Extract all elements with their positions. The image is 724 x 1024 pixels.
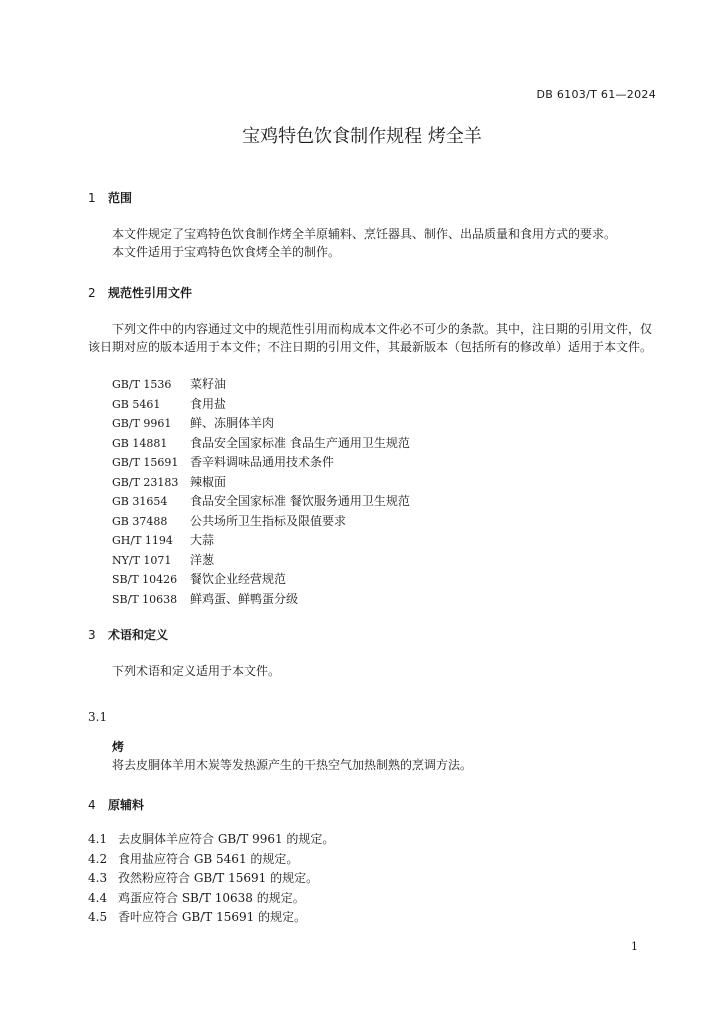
term-definition: 将去皮胴体羊用木炭等发热源产生的干热空气加热制熟的烹调方法。 (112, 758, 473, 772)
reference-code: GB 14881 (112, 436, 168, 450)
term: 烤 (112, 740, 125, 754)
reference-row (112, 492, 410, 512)
section-number: 2 (88, 286, 96, 300)
reference-code: GB/T 9961 (112, 417, 172, 430)
reference-row (112, 512, 410, 532)
reference-row (112, 590, 410, 610)
clause-text: 去皮胴体羊应符合 GB/T 9961 的规定。 (118, 832, 335, 846)
section-title: 术语和定义 (108, 628, 169, 642)
clause-number: 4.2 (88, 851, 108, 866)
reference-row (112, 395, 410, 415)
section-number: 3 (88, 628, 96, 642)
clause-row (88, 850, 334, 870)
section-3-intro: 下列术语和定义适用于本文件。 (112, 664, 281, 678)
section-3-heading (88, 626, 168, 643)
reference-name: 菜籽油 (190, 377, 227, 391)
clause-number: 4.5 (88, 910, 108, 924)
reference-code: GB/T 15691 (112, 456, 179, 469)
reference-name: 鲜、冻胴体羊肉 (190, 416, 275, 430)
reference-row (112, 453, 410, 473)
reference-code: GB 5461 (112, 397, 161, 411)
normative-reference-list (112, 375, 410, 609)
section-number: 4 (88, 798, 96, 812)
reference-name: 餐饮企业经营规范 (190, 572, 287, 586)
clause-text: 食用盐应符合 GB 5461 的规定。 (118, 851, 299, 866)
reference-row (112, 434, 410, 454)
reference-code: GB 31654 (112, 495, 168, 508)
document-title: 宝鸡特色饮食制作规程 烤全羊 (242, 126, 482, 147)
reference-row (112, 473, 410, 493)
reference-row (112, 570, 410, 590)
clause-text: 香叶应符合 GB/T 15691 的规定。 (118, 910, 307, 924)
reference-code: NY/T 1071 (112, 553, 172, 567)
reference-name: 食品安全国家标准 餐饮服务通用卫生规范 (190, 494, 410, 508)
section-2-intro: 下列文件中的内容通过文中的规范性引用而构成本文件必不可少的条款。其中，注日期的引用文件，仅该日期对应的版本适用于本文件；不注日期的引用文件，其最新版本（包括所有的修改单）适用于本文件。 (88, 322, 653, 354)
reference-name: 食品安全国家标准 食品生产通用卫生规范 (190, 435, 410, 450)
reference-name: 公共场所卫生指标及限值要求 (190, 513, 347, 528)
section-title: 范围 (108, 191, 133, 205)
reference-code: SB/T 10426 (112, 573, 178, 586)
section-2-heading (88, 284, 192, 301)
reference-name: 大蒜 (190, 533, 215, 547)
clause-text: 孜然粉应符合 GB/T 15691 的规定。 (118, 871, 319, 885)
reference-code: GB/T 23183 (112, 475, 179, 489)
reference-name: 鲜鸡蛋、鲜鸭蛋分级 (190, 591, 299, 606)
clause-number: 4.4 (88, 890, 108, 905)
reference-row (112, 531, 410, 551)
reference-name: 香辛料调味品通用技术条件 (190, 455, 335, 469)
section-4-heading (88, 796, 144, 813)
subclause-number: 3.1 (88, 710, 108, 724)
clause-row (88, 830, 334, 850)
section-number: 1 (88, 191, 96, 205)
section-1-paragraph-1: 本文件规定了宝鸡特色饮食制作烤全羊原辅料、烹饪器具、制作、出品质量和食用方式的要求。 (112, 227, 617, 241)
clause-row (88, 908, 334, 928)
section-1-heading (88, 189, 132, 206)
section-title: 原辅料 (108, 798, 145, 812)
reference-name: 食用盐 (190, 396, 227, 411)
reference-code: GB/T 1536 (112, 378, 172, 391)
reference-code: GB 37488 (112, 514, 168, 528)
reference-row (112, 414, 410, 434)
section-title: 规范性引用文件 (108, 286, 193, 300)
clause-row (88, 869, 334, 889)
clause-row (88, 889, 334, 909)
reference-name: 洋葱 (190, 552, 215, 567)
section-1-paragraph-2: 本文件适用于宝鸡特色饮食烤全羊的制作。 (112, 245, 341, 259)
reference-row (112, 551, 410, 571)
reference-name: 辣椒面 (190, 474, 227, 489)
raw-material-clauses (88, 830, 334, 928)
reference-code: SB/T 10638 (112, 592, 178, 606)
clause-number: 4.1 (88, 832, 108, 846)
reference-row (112, 375, 410, 395)
page-number: 1 (631, 940, 638, 953)
clause-text: 鸡蛋应符合 SB/T 10638 的规定。 (118, 890, 305, 905)
document-code: DB 6103/T 61—2024 (536, 88, 656, 101)
reference-code: GH/T 1194 (112, 534, 173, 547)
clause-number: 4.3 (88, 871, 108, 885)
